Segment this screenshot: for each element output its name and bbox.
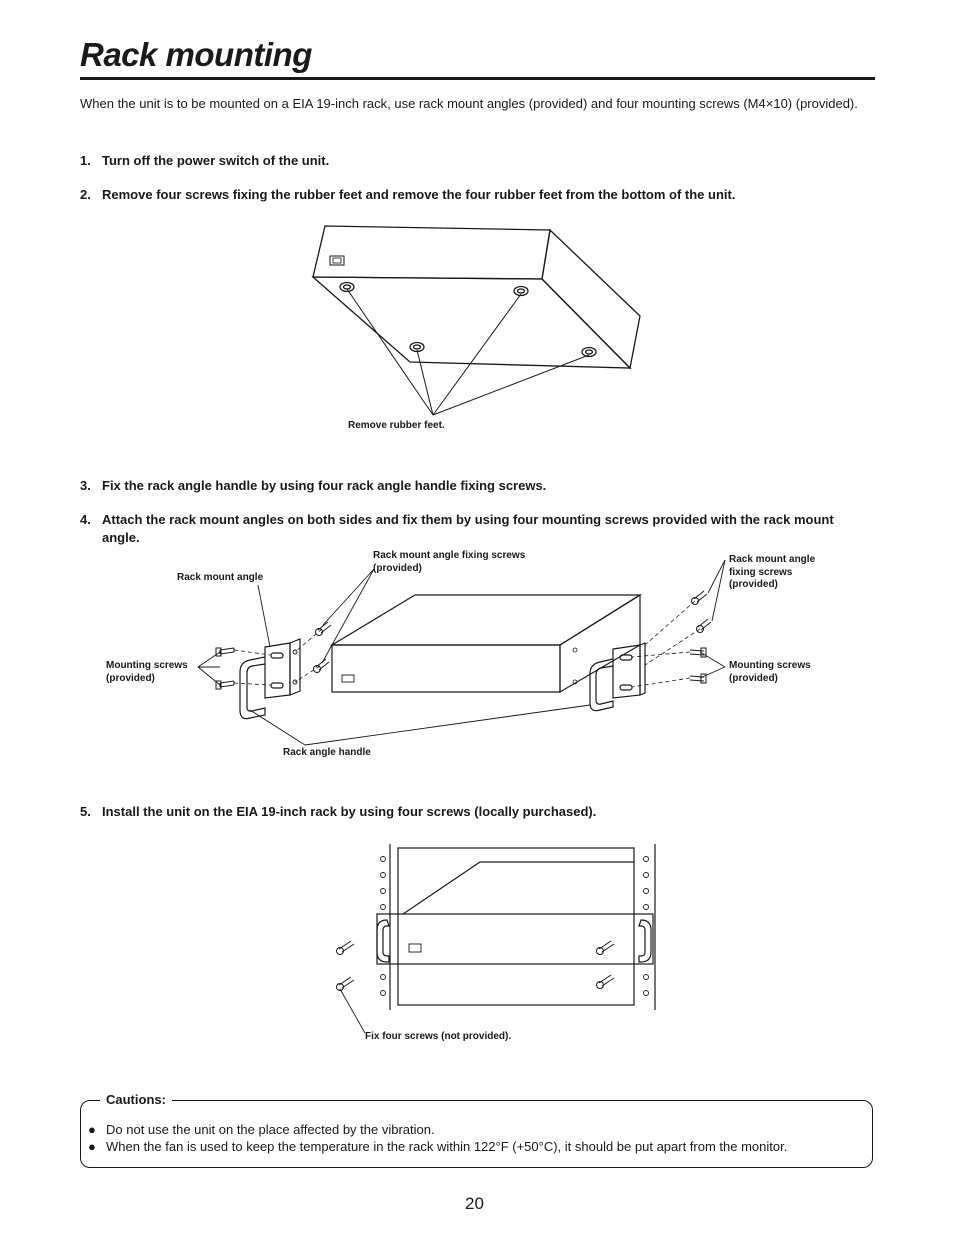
step-text: Attach the rack mount angles on both sides and fix them by using four mounting screws provided with the rack mount angle.	[102, 512, 834, 545]
caution-item	[88, 1121, 435, 1138]
label-line: (provided)	[373, 562, 422, 574]
figure-rack-angles	[190, 555, 730, 755]
title-rule	[80, 77, 875, 80]
step-text: Install the unit on the EIA 19-inch rack by using four screws (locally purchased).	[102, 804, 597, 819]
label-line: (provided)	[729, 579, 778, 590]
step-number: 5.	[80, 804, 91, 819]
label-line: fixing screws	[729, 566, 793, 578]
bullet-icon: ●	[88, 1139, 96, 1154]
step-5	[80, 803, 870, 821]
page-title: Rack mounting	[80, 36, 312, 73]
label-rack-mount-angle: Rack mount angle	[177, 572, 264, 583]
caution-text: When the fan is used to keep the temperature in the rack within 122°F (+50°C), it should be put apart from the monitor.	[106, 1139, 788, 1154]
label-line: Mounting screws	[729, 660, 811, 671]
label-line: (provided)	[729, 672, 778, 684]
bullet-icon: ●	[88, 1122, 96, 1137]
intro-paragraph: When the unit is to be mounted on a EIA 19-inch rack, use rack mount angles (provided) and four mounting screws (M4×10) (provided).	[80, 96, 858, 111]
label-line: Rack mount angle	[729, 554, 816, 565]
label-line: Mounting screws	[106, 660, 188, 671]
step-1	[80, 152, 870, 170]
label-line: (provided)	[106, 672, 155, 684]
step-text: Fix the rack angle handle by using four rack angle handle fixing screws.	[102, 478, 547, 493]
step-3	[80, 477, 870, 495]
step-text: Turn off the power switch of the unit.	[102, 153, 330, 168]
label-mounting-screws-right	[729, 660, 811, 685]
label-fix-four-screws: Fix four screws (not provided).	[365, 1031, 512, 1042]
step-number: 1.	[80, 153, 91, 168]
rack-install-illustration	[325, 840, 665, 1035]
label-rack-angle-handle: Rack angle handle	[283, 747, 371, 758]
step-text: Remove four screws fixing the rubber feet and remove the four rubber feet from the bottom of the unit.	[102, 187, 736, 202]
label-mounting-screws-left	[106, 660, 188, 685]
figure-rack-install	[325, 840, 665, 1035]
caution-text: Do not use the unit on the place affected by the vibration.	[106, 1122, 435, 1137]
label-fixing-screws-top	[373, 550, 525, 575]
step-2	[80, 186, 870, 204]
page-number: 20	[465, 1194, 484, 1213]
step-number: 4.	[80, 512, 91, 527]
label-line: Rack mount angle fixing screws	[373, 550, 526, 561]
step-number: 2.	[80, 187, 91, 202]
rack-angle-illustration	[190, 555, 730, 755]
step-number: 3.	[80, 478, 91, 493]
step-4	[80, 511, 870, 547]
unit-underside-illustration	[300, 222, 660, 422]
caution-item	[88, 1138, 787, 1155]
label-fixing-screws-right	[729, 554, 815, 592]
label-remove-feet: Remove rubber feet.	[348, 420, 445, 431]
figure-rubber-feet	[300, 222, 660, 422]
cautions-title: Cautions:	[100, 1092, 172, 1107]
